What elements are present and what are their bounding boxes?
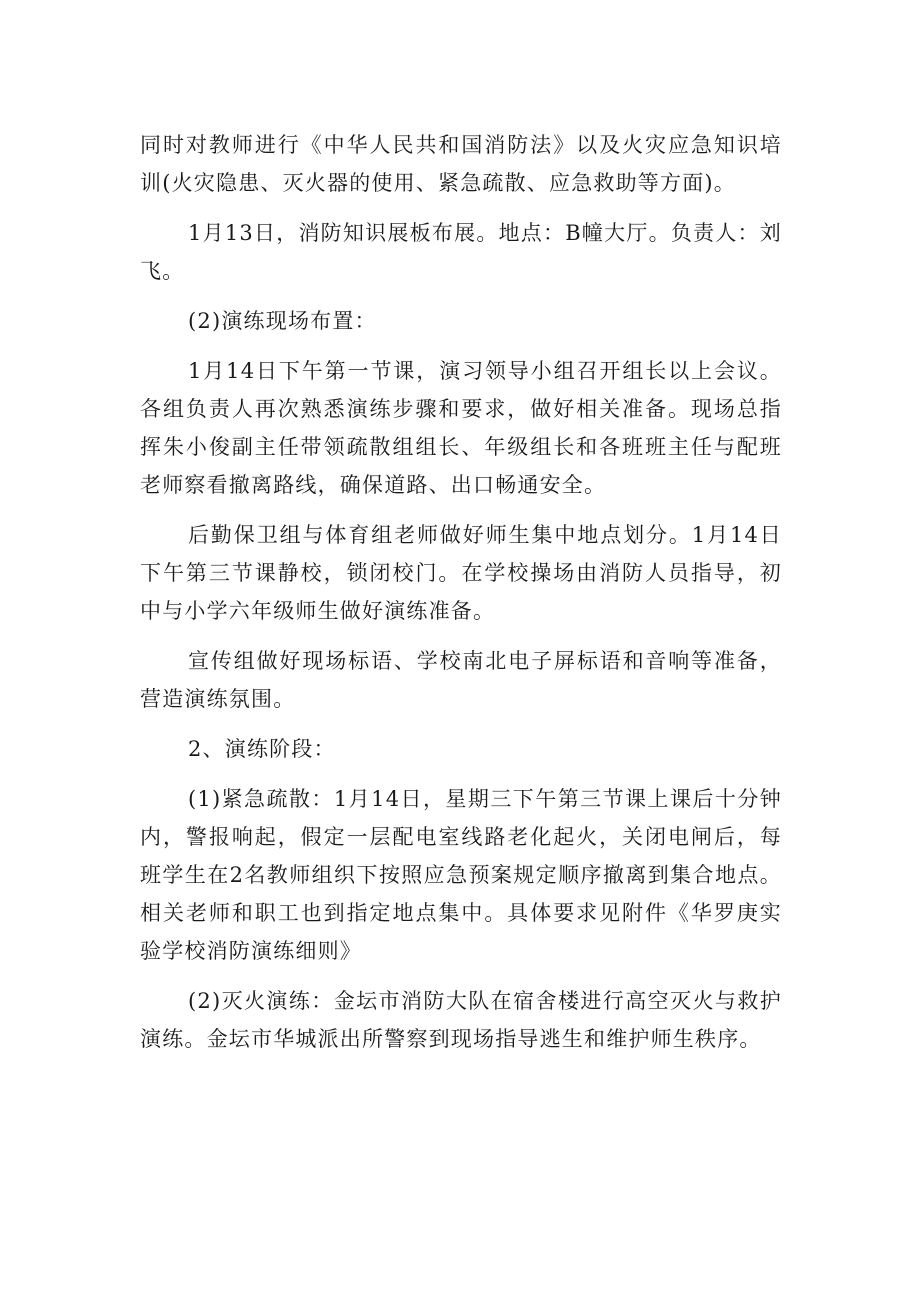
paragraph-6: 宣传组做好现场标语、学校南北电子屏标语和音响等准备，营造演练氛围。 <box>140 649 782 711</box>
paragraph-8: (1)紧急疏散：1月14日，星期三下午第三节课上课后十分钟内，警报响起，假定一层配电室线路老化起火，关闭电闸后，每班学生在2名教师组织下按照应急预案规定顺序撤离到集合地点。相关老师和职工也到指定地点集中。具体要求见附件《华罗庚实验学校消防演练细则》 <box>140 787 782 963</box>
paragraph-2: 1月13日，消防知识展板布展。地点：B幢大厅。负责人：刘飞。 <box>140 221 782 283</box>
document-body <box>140 126 782 1070</box>
paragraph-3-heading: (2)演练现场布置： <box>188 309 377 333</box>
paragraph-4: 1月14日下午第一节课，演习领导小组召开组长以上会议。各组负责人再次熟悉演练步骤和要求，做好相关准备。现场总指挥朱小俊副主任带领疏散组组长、年级组长和各班班主任与配班老师察看撤离路线，确保道路、出口畅通安全。 <box>140 359 782 497</box>
paragraph-9: (2)灭火演练：金坛市消防大队在宿舍楼进行高空灭火与救护演练。金坛市华城派出所警察到现场指导逃生和维护师生秩序。 <box>140 989 782 1051</box>
paragraph-7-heading: 2、演练阶段： <box>188 737 336 761</box>
paragraph-5: 后勤保卫组与体育组老师做好师生集中地点划分。1月14日下午第三节课静校，锁闭校门。在学校操场由消防人员指导，初中与小学六年级师生做好演练准备。 <box>140 523 782 623</box>
paragraph-1: 同时对教师进行《中华人民共和国消防法》以及火灾应急知识培训(火灾隐患、灭火器的使用、紧急疏散、应急救助等方面)。 <box>140 133 782 195</box>
